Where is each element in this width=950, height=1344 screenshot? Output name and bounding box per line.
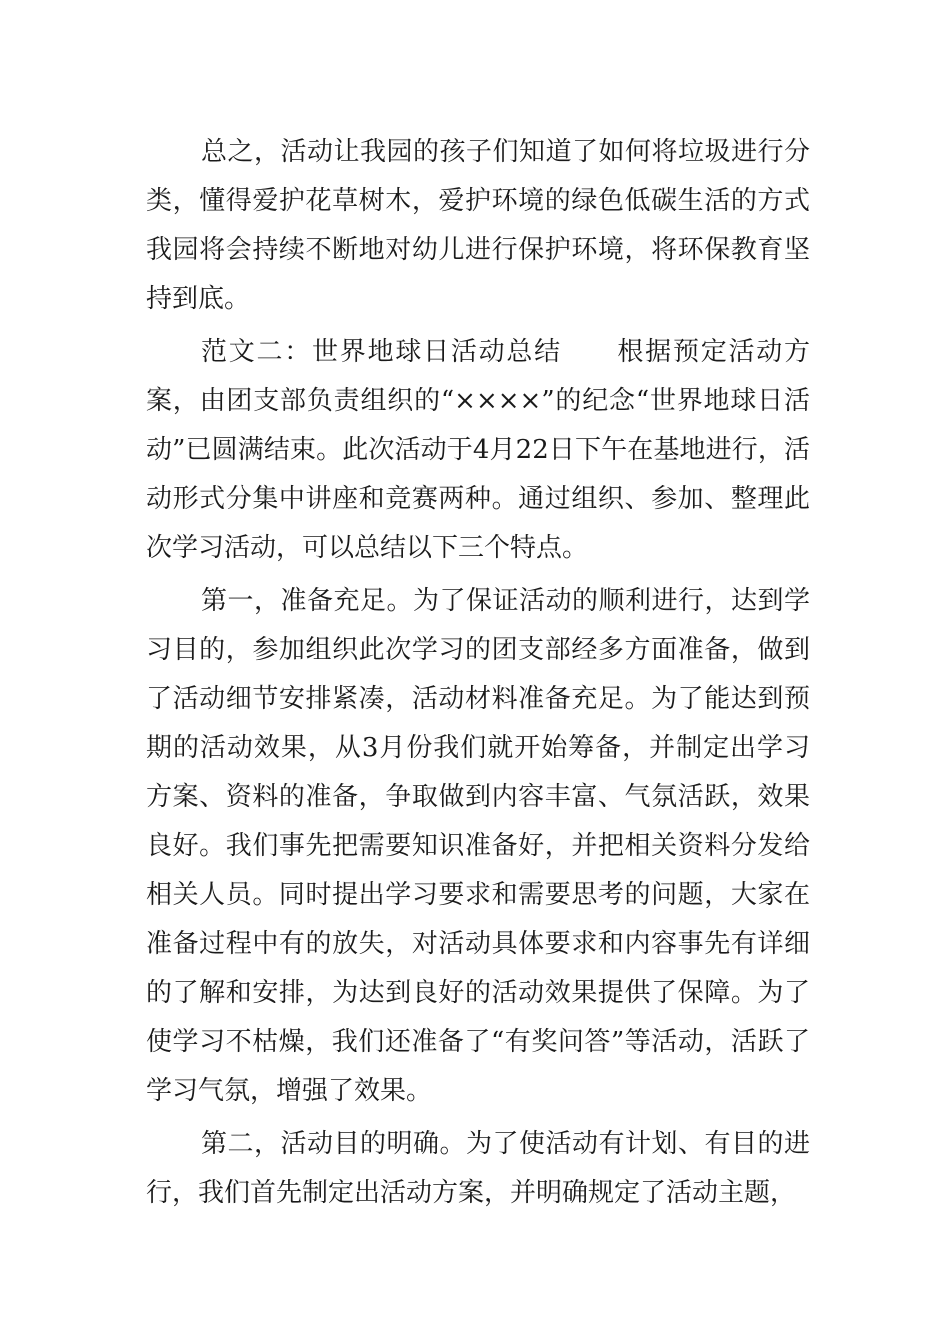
paragraph-point-one: 第一，准备充足。为了保证活动的顺利进行，达到学习目的，参加组织此次学习的团支部经多方面准备，做到了活动细节安排紧凑，活动材料准备充足。为了能达到预期的活动效果，从3月份我们就开始筹备，并制定出学习方案、资料的准备，争取做到内容丰富、气氛活跃，效果良好。我们事先把需要知识准备好，并把相关资料分发给相关人员。同时提出学习要求和需要思考的问题，大家在准备过程中有的放失，对活动具体要求和内容事先有详细的了解和安排，为达到良好的活动效果提供了保障。为了使学习不枯燥，我们还准备了“有奖问答”等活动，活跃了学习气氛，增强了效果。 (146, 586, 810, 1106)
document-body (146, 128, 810, 1222)
paragraph-conclusion: 总之，活动让我园的孩子们知道了如何将垃圾进行分类，懂得爱护花草树木，爱护环境的绿色低碳生活的方式我园将会持续不断地对幼儿进行保护环境，将环保教育坚持到底。 (146, 137, 810, 314)
paragraph-sample-two-intro: 范文二：世界地球日活动总结 根据预定活动方案，由团支部负责组织的“××××”的纪念“世界地球日活动”已圆满结束。此次活动于4月22日下午在基地进行，活动形式分集中讲座和竞赛两种。通过组织、参加、整理此次学习活动，可以总结以下三个特点。 (146, 337, 810, 563)
paragraph-point-two: 第二，活动目的明确。为了使活动有计划、有目的进行，我们首先制定出活动方案，并明确规定了活动主题， (146, 1129, 810, 1208)
